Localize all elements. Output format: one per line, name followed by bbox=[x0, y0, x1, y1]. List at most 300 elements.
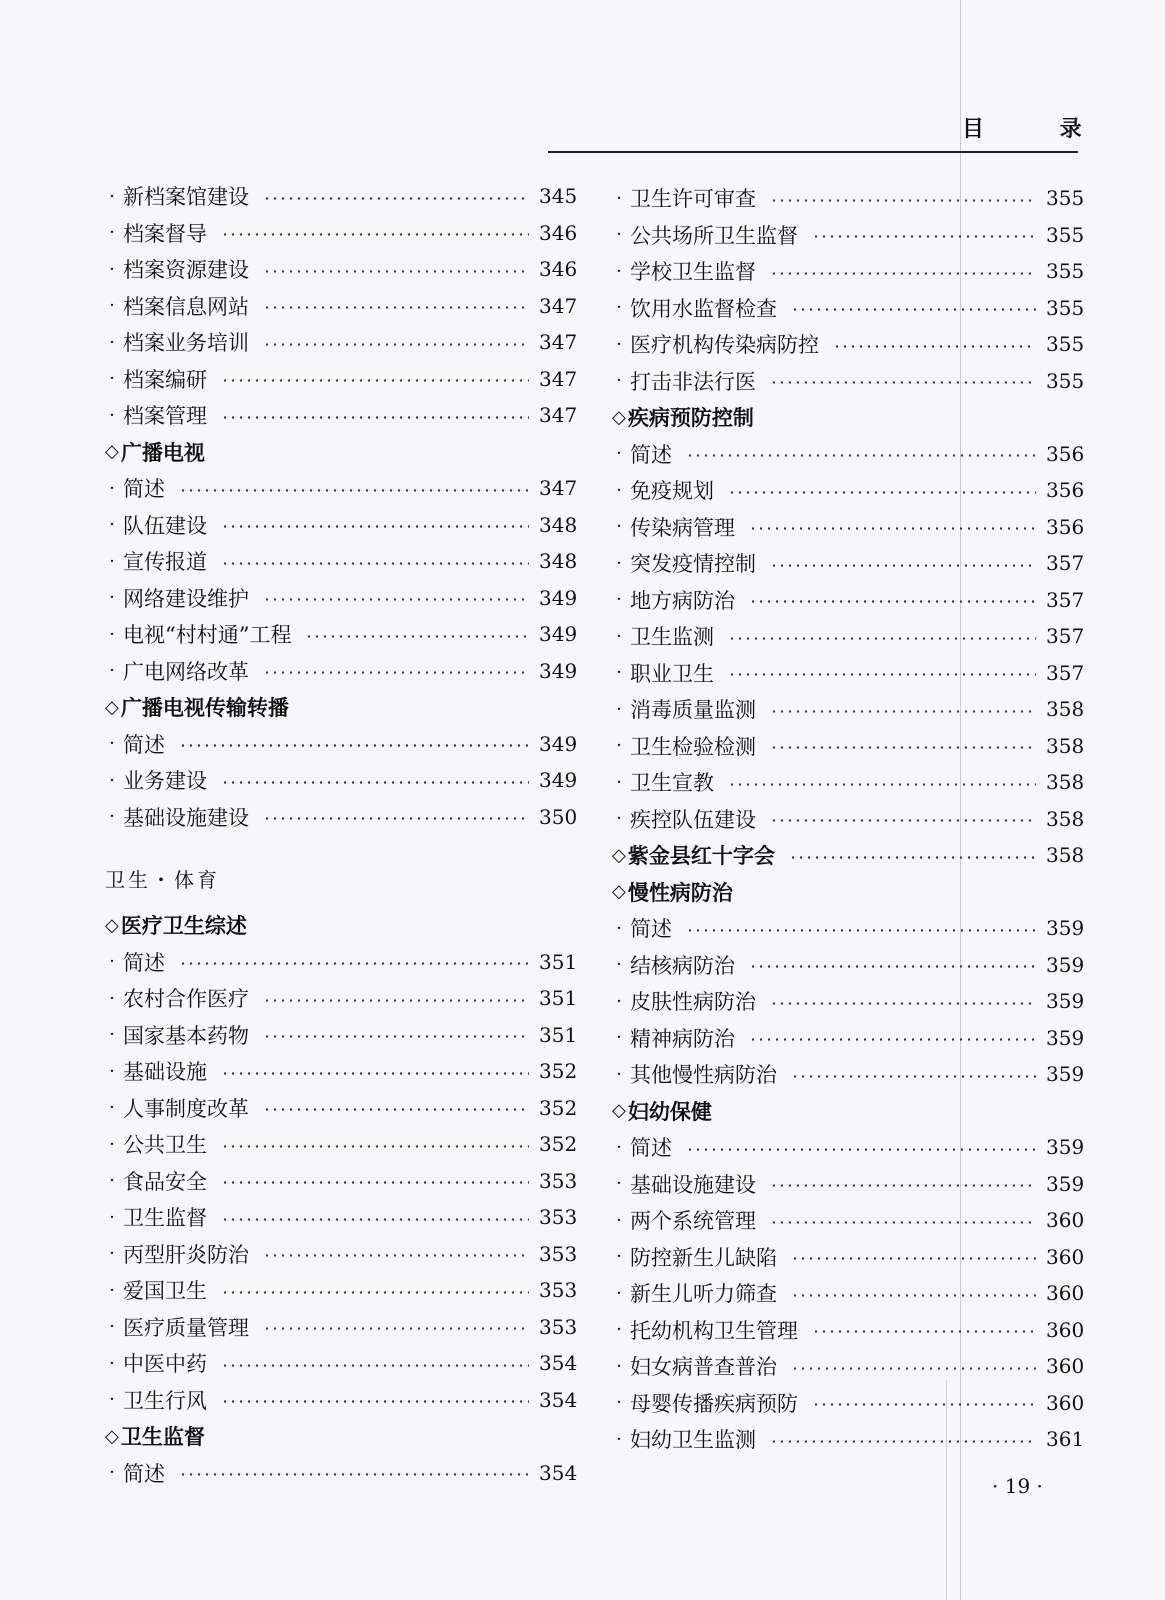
page-header-title: 目 录 bbox=[962, 117, 1116, 142]
toc-page-number: 346 bbox=[539, 220, 578, 245]
toc-entry-title: 基础设施建设 bbox=[123, 805, 249, 830]
toc-entry-title: 两个系统管理 bbox=[630, 1209, 756, 1234]
dot-leader bbox=[728, 637, 1036, 640]
dot-leader bbox=[263, 817, 529, 820]
dot-leader bbox=[221, 1072, 529, 1075]
toc-entry[interactable] bbox=[105, 944, 578, 981]
toc-section-title: 广播电视 bbox=[120, 440, 205, 465]
toc-entry-title: 人事制度改革 bbox=[123, 1096, 249, 1121]
toc-entry-title: 饮用水监督检查 bbox=[630, 296, 777, 321]
toc-section[interactable] bbox=[105, 907, 575, 944]
dot-leader bbox=[221, 1400, 529, 1403]
dot-leader bbox=[770, 746, 1036, 749]
toc-page-number: 354 bbox=[539, 1351, 578, 1376]
toc-page-number: 357 bbox=[1046, 551, 1085, 576]
dot-leader bbox=[179, 489, 529, 492]
toc-page-number: 349 bbox=[539, 622, 578, 647]
toc-entry[interactable] bbox=[105, 762, 578, 799]
toc-entry[interactable] bbox=[612, 1020, 1085, 1057]
bullet-dot-icon: · bbox=[616, 1428, 622, 1450]
bullet-dot-icon: · bbox=[616, 990, 622, 1012]
bullet-dot-icon: · bbox=[109, 623, 115, 645]
toc-page-number: 359 bbox=[1046, 1135, 1085, 1160]
toc-page-number: 349 bbox=[539, 658, 578, 683]
diamond-marker-icon: ◇ bbox=[105, 696, 119, 718]
toc-entry[interactable] bbox=[612, 509, 1085, 546]
toc-entry-title: 简述 bbox=[123, 950, 165, 975]
toc-page-number: 353 bbox=[539, 1278, 578, 1303]
toc-entry-title: 其他慢性病防治 bbox=[630, 1063, 777, 1088]
dot-leader bbox=[770, 1221, 1036, 1224]
toc-page-number: 357 bbox=[1046, 587, 1085, 612]
toc-entry[interactable] bbox=[612, 983, 1085, 1020]
dot-leader bbox=[812, 235, 1036, 238]
toc-page-number: 357 bbox=[1046, 624, 1085, 649]
toc-page-number: 359 bbox=[1046, 916, 1085, 941]
bullet-dot-icon: · bbox=[616, 771, 622, 793]
toc-entry-title: 妇女病普查普治 bbox=[630, 1355, 777, 1380]
toc-entry-title: 托幼机构卫生管理 bbox=[630, 1318, 798, 1343]
toc-page-number: 360 bbox=[1046, 1208, 1085, 1233]
bullet-dot-icon: · bbox=[109, 1462, 115, 1484]
dot-leader bbox=[263, 1327, 529, 1330]
toc-entry-title: 新档案馆建设 bbox=[123, 185, 249, 210]
toc-page-number: 360 bbox=[1046, 1244, 1085, 1269]
bullet-dot-icon: · bbox=[616, 370, 622, 392]
toc-entry-title: 档案编研 bbox=[123, 367, 207, 392]
toc-entry[interactable] bbox=[105, 397, 578, 434]
dot-leader bbox=[770, 1184, 1036, 1187]
toc-section[interactable] bbox=[105, 434, 575, 471]
bullet-dot-icon: · bbox=[616, 1319, 622, 1341]
toc-entry-title: 广电网络改革 bbox=[123, 659, 249, 684]
toc-entry-title: 传染病管理 bbox=[630, 515, 735, 540]
toc-entry[interactable] bbox=[612, 436, 1085, 473]
bullet-dot-icon: · bbox=[616, 1063, 622, 1085]
dot-leader bbox=[179, 1473, 529, 1476]
toc-entry[interactable] bbox=[105, 1236, 578, 1273]
bullet-dot-icon: · bbox=[109, 1170, 115, 1192]
toc-page-number: 351 bbox=[539, 986, 578, 1011]
toc-page-number: 349 bbox=[539, 585, 578, 610]
toc-entry-title: 结核病防治 bbox=[630, 953, 735, 978]
dot-leader bbox=[791, 308, 1036, 311]
toc-entry[interactable] bbox=[612, 1202, 1085, 1239]
dot-leader bbox=[770, 564, 1036, 567]
dot-leader bbox=[263, 999, 529, 1002]
toc-entry-title: 消毒质量监测 bbox=[630, 698, 756, 723]
dot-leader bbox=[749, 600, 1036, 603]
toc-section[interactable] bbox=[612, 837, 1085, 874]
toc-page-number: 360 bbox=[1046, 1390, 1085, 1415]
dot-leader bbox=[770, 1440, 1036, 1443]
toc-entry-title: 国家基本药物 bbox=[123, 1023, 249, 1048]
toc-section-title: 医疗卫生综述 bbox=[120, 914, 247, 939]
toc-page-number: 361 bbox=[1046, 1427, 1085, 1452]
toc-entry-title: 医疗质量管理 bbox=[123, 1315, 249, 1340]
dot-leader bbox=[221, 1291, 529, 1294]
toc-entry[interactable] bbox=[612, 180, 1085, 217]
toc-page-number: 349 bbox=[539, 768, 578, 793]
dot-leader bbox=[770, 819, 1036, 822]
toc-entry[interactable] bbox=[105, 251, 578, 288]
toc-entry[interactable] bbox=[105, 507, 578, 544]
bullet-dot-icon: · bbox=[616, 443, 622, 465]
toc-page-number: 355 bbox=[1046, 295, 1085, 320]
toc-entry[interactable] bbox=[105, 215, 578, 252]
bullet-dot-icon: · bbox=[109, 550, 115, 572]
toc-entry[interactable] bbox=[105, 1126, 578, 1163]
bullet-dot-icon: · bbox=[109, 951, 115, 973]
dot-leader bbox=[221, 781, 529, 784]
toc-entry[interactable] bbox=[105, 980, 578, 1017]
bullet-dot-icon: · bbox=[616, 333, 622, 355]
toc-page-number: 352 bbox=[539, 1132, 578, 1157]
dot-leader bbox=[749, 527, 1036, 530]
bullet-dot-icon: · bbox=[616, 662, 622, 684]
bullet-dot-icon: · bbox=[616, 187, 622, 209]
bullet-dot-icon: · bbox=[109, 1060, 115, 1082]
toc-page-number: 353 bbox=[539, 1314, 578, 1339]
dot-leader bbox=[263, 306, 529, 309]
toc-entry[interactable] bbox=[105, 1017, 578, 1054]
toc-entry[interactable] bbox=[612, 217, 1085, 254]
toc-page-number: 359 bbox=[1046, 1062, 1085, 1087]
toc-entry[interactable] bbox=[612, 582, 1085, 619]
dot-leader bbox=[791, 1294, 1036, 1297]
toc-page-number: 347 bbox=[539, 330, 578, 355]
dot-leader bbox=[749, 965, 1036, 968]
toc-entry[interactable] bbox=[105, 1053, 578, 1090]
toc-entry[interactable] bbox=[612, 618, 1085, 655]
bullet-dot-icon: · bbox=[109, 1133, 115, 1155]
toc-page-number: 352 bbox=[539, 1095, 578, 1120]
toc-entry-title: 卫生行风 bbox=[123, 1388, 207, 1413]
toc-page-number: 359 bbox=[1046, 1171, 1085, 1196]
toc-entry[interactable] bbox=[612, 764, 1085, 801]
toc-page-number: 355 bbox=[1046, 368, 1085, 393]
bullet-dot-icon: · bbox=[616, 698, 622, 720]
toc-page-number: 358 bbox=[1046, 733, 1085, 758]
dot-leader bbox=[221, 562, 529, 565]
toc-entry-title: 食品安全 bbox=[123, 1169, 207, 1194]
toc-page-number: 360 bbox=[1046, 1317, 1085, 1342]
toc-page-number: 347 bbox=[539, 293, 578, 318]
dot-leader bbox=[749, 1038, 1036, 1041]
dot-leader bbox=[221, 525, 529, 528]
toc-entry[interactable] bbox=[612, 363, 1085, 400]
bullet-dot-icon: · bbox=[616, 1246, 622, 1268]
bullet-dot-icon: · bbox=[109, 1024, 115, 1046]
toc-section[interactable] bbox=[105, 689, 575, 726]
bullet-dot-icon: · bbox=[616, 1173, 622, 1195]
toc-entry-title: 职业卫生 bbox=[630, 661, 714, 686]
toc-page-number: 352 bbox=[539, 1059, 578, 1084]
bullet-dot-icon: · bbox=[616, 625, 622, 647]
dot-leader bbox=[791, 1257, 1036, 1260]
dot-leader bbox=[263, 671, 529, 674]
bullet-dot-icon: · bbox=[109, 660, 115, 682]
diamond-marker-icon: ◇ bbox=[105, 1425, 119, 1447]
header-rule bbox=[548, 151, 1078, 153]
toc-entry-title: 业务建设 bbox=[123, 769, 207, 794]
toc-entry-title: 农村合作医疗 bbox=[123, 987, 249, 1012]
toc-entry[interactable] bbox=[105, 543, 578, 580]
bullet-dot-icon: · bbox=[616, 224, 622, 246]
dot-leader bbox=[812, 1403, 1036, 1406]
dot-leader bbox=[812, 1330, 1036, 1333]
page-number: · 19 · bbox=[992, 1474, 1043, 1498]
bullet-dot-icon: · bbox=[109, 222, 115, 244]
bullet-dot-icon: · bbox=[616, 917, 622, 939]
toc-entry-title: 基础设施建设 bbox=[630, 1172, 756, 1197]
toc-page-number: 355 bbox=[1046, 186, 1085, 211]
toc-entry-title: 突发疫情控制 bbox=[630, 552, 756, 577]
toc-entry[interactable] bbox=[612, 655, 1085, 692]
toc-entry-title: 档案管理 bbox=[123, 404, 207, 429]
toc-entry[interactable] bbox=[105, 1090, 578, 1127]
toc-entry-title: 中医中药 bbox=[123, 1352, 207, 1377]
dot-leader bbox=[263, 1108, 529, 1111]
toc-page-number: 347 bbox=[539, 403, 578, 428]
toc-entry-title: 精神病防治 bbox=[630, 1026, 735, 1051]
toc-entry[interactable] bbox=[612, 728, 1085, 765]
toc-entry-title: 新生儿听力筛查 bbox=[630, 1282, 777, 1307]
bullet-dot-icon: · bbox=[109, 404, 115, 426]
toc-entry[interactable] bbox=[612, 545, 1085, 582]
toc-entry[interactable] bbox=[105, 1309, 578, 1346]
toc-entry[interactable] bbox=[105, 324, 578, 361]
toc-entry[interactable] bbox=[612, 1421, 1085, 1458]
toc-page-number: 345 bbox=[539, 184, 578, 209]
bullet-dot-icon: · bbox=[616, 1355, 622, 1377]
toc-entry[interactable] bbox=[612, 253, 1085, 290]
toc-page-number: 347 bbox=[539, 476, 578, 501]
dot-leader bbox=[770, 199, 1036, 202]
dot-leader bbox=[179, 744, 529, 747]
toc-entry[interactable] bbox=[612, 691, 1085, 728]
toc-entry-title: 公共场所卫生监督 bbox=[630, 223, 798, 248]
toc-page-number: 350 bbox=[539, 804, 578, 829]
toc-entry-title: 档案资源建设 bbox=[123, 258, 249, 283]
toc-page-number: 358 bbox=[1046, 843, 1085, 868]
toc-section[interactable] bbox=[105, 1418, 575, 1455]
dot-leader bbox=[263, 270, 529, 273]
toc-entry[interactable] bbox=[612, 1056, 1085, 1093]
bullet-dot-icon: · bbox=[616, 479, 622, 501]
toc-section-title: 妇幼保健 bbox=[627, 1099, 712, 1124]
toc-entry[interactable] bbox=[105, 726, 578, 763]
toc-entry[interactable] bbox=[612, 1166, 1085, 1203]
dot-leader bbox=[728, 783, 1036, 786]
dot-leader bbox=[770, 272, 1036, 275]
dot-leader bbox=[263, 343, 529, 346]
toc-section-title: 慢性病防治 bbox=[627, 880, 733, 905]
bullet-dot-icon: · bbox=[616, 1392, 622, 1414]
toc-entry[interactable] bbox=[612, 1385, 1085, 1422]
toc-section[interactable] bbox=[612, 874, 1082, 911]
bullet-dot-icon: · bbox=[616, 954, 622, 976]
toc-page-number: 353 bbox=[539, 1205, 578, 1230]
dot-leader bbox=[221, 379, 529, 382]
dot-leader bbox=[221, 416, 529, 419]
toc-page-number: 358 bbox=[1046, 770, 1085, 795]
bullet-dot-icon: · bbox=[616, 1282, 622, 1304]
toc-entry-title: 队伍建设 bbox=[123, 513, 207, 538]
dot-leader bbox=[263, 1035, 529, 1038]
toc-page-number: 359 bbox=[1046, 989, 1085, 1014]
bullet-dot-icon: · bbox=[616, 552, 622, 574]
toc-section-title: 疾病预防控制 bbox=[627, 406, 754, 431]
diamond-marker-icon: ◇ bbox=[105, 441, 119, 463]
dot-leader bbox=[770, 381, 1036, 384]
dot-leader bbox=[305, 635, 529, 638]
bullet-dot-icon: · bbox=[616, 589, 622, 611]
toc-page-number: 351 bbox=[539, 1022, 578, 1047]
toc-entry[interactable] bbox=[105, 1272, 578, 1309]
toc-section-title: 紫金县红十字会 bbox=[627, 844, 775, 869]
bullet-dot-icon: · bbox=[109, 769, 115, 791]
bullet-dot-icon: · bbox=[109, 587, 115, 609]
dot-leader bbox=[770, 1002, 1036, 1005]
toc-entry[interactable] bbox=[105, 616, 578, 653]
bullet-dot-icon: · bbox=[109, 1389, 115, 1411]
toc-entry-title: 简述 bbox=[123, 1461, 165, 1486]
bullet-dot-icon: · bbox=[616, 1209, 622, 1231]
diamond-marker-icon: ◇ bbox=[105, 914, 119, 936]
toc-section-title: 广播电视传输转播 bbox=[120, 696, 289, 721]
toc-entry[interactable] bbox=[105, 1382, 578, 1419]
toc-entry-title: 简述 bbox=[630, 917, 672, 942]
bullet-dot-icon: · bbox=[109, 806, 115, 828]
toc-entry[interactable] bbox=[612, 1239, 1085, 1276]
toc-entry-title: 电视“村村通”工程 bbox=[123, 623, 292, 648]
bullet-dot-icon: · bbox=[109, 1243, 115, 1265]
bullet-dot-icon: · bbox=[616, 735, 622, 757]
toc-entry[interactable] bbox=[105, 1345, 578, 1382]
toc-entry-title: 宣传报道 bbox=[123, 550, 207, 575]
toc-page-number: 354 bbox=[539, 1460, 578, 1485]
toc-page-number: 354 bbox=[539, 1387, 578, 1412]
dot-leader bbox=[770, 710, 1036, 713]
dot-leader bbox=[728, 491, 1036, 494]
dot-leader bbox=[833, 345, 1036, 348]
toc-entry[interactable] bbox=[105, 361, 578, 398]
toc-part-heading: 卫生・体育 bbox=[105, 867, 220, 892]
toc-entry[interactable] bbox=[612, 801, 1085, 838]
toc-entry-title: 卫生许可审查 bbox=[630, 187, 756, 212]
toc-page-number: 357 bbox=[1046, 660, 1085, 685]
toc-section[interactable] bbox=[612, 1093, 1082, 1130]
bullet-dot-icon: · bbox=[109, 1206, 115, 1228]
bullet-dot-icon: · bbox=[109, 987, 115, 1009]
bullet-dot-icon: · bbox=[616, 808, 622, 830]
dot-leader bbox=[686, 454, 1036, 457]
toc-entry-title: 疾控队伍建设 bbox=[630, 807, 756, 832]
toc-entry[interactable] bbox=[105, 1163, 578, 1200]
toc-entry[interactable] bbox=[105, 1199, 578, 1236]
toc-page-number: 358 bbox=[1046, 806, 1085, 831]
toc-page-number: 360 bbox=[1046, 1354, 1085, 1379]
bullet-dot-icon: · bbox=[109, 733, 115, 755]
toc-entry-title: 丙型肝炎防治 bbox=[123, 1242, 249, 1267]
dot-leader bbox=[789, 856, 1036, 859]
toc-entry-title: 地方病防治 bbox=[630, 588, 735, 613]
toc-entry-title: 简述 bbox=[630, 1136, 672, 1161]
toc-page-number: 348 bbox=[539, 549, 578, 574]
toc-page-number: 355 bbox=[1046, 259, 1085, 284]
toc-entry[interactable] bbox=[612, 326, 1085, 363]
toc-section[interactable] bbox=[612, 399, 1082, 436]
toc-entry-title: 网络建设维护 bbox=[123, 586, 249, 611]
toc-entry[interactable] bbox=[105, 653, 578, 690]
bullet-dot-icon: · bbox=[616, 260, 622, 282]
toc-page-number: 353 bbox=[539, 1168, 578, 1193]
toc-entry-title: 医疗机构传染病防控 bbox=[630, 333, 819, 358]
dot-leader bbox=[686, 929, 1036, 932]
dot-leader bbox=[791, 1367, 1036, 1370]
diamond-marker-icon: ◇ bbox=[612, 1100, 626, 1122]
toc-entry[interactable] bbox=[612, 1312, 1085, 1349]
toc-entry[interactable] bbox=[105, 470, 578, 507]
toc-page-number: 348 bbox=[539, 512, 578, 537]
toc-entry-title: 档案督导 bbox=[123, 221, 207, 246]
diamond-marker-icon: ◇ bbox=[612, 406, 626, 428]
toc-entry-title: 卫生宣教 bbox=[630, 771, 714, 796]
toc-page-number: 360 bbox=[1046, 1281, 1085, 1306]
toc-entry-title: 爱国卫生 bbox=[123, 1279, 207, 1304]
toc-page-number: 353 bbox=[539, 1241, 578, 1266]
toc-page-number: 349 bbox=[539, 731, 578, 756]
toc-entry[interactable] bbox=[612, 910, 1085, 947]
dot-leader bbox=[221, 1181, 529, 1184]
toc-page-number: 359 bbox=[1046, 952, 1085, 977]
toc-entry[interactable] bbox=[612, 1275, 1085, 1312]
toc-entry-title: 档案业务培训 bbox=[123, 331, 249, 356]
toc-entry[interactable] bbox=[612, 472, 1085, 509]
toc-entry-title: 基础设施 bbox=[123, 1060, 207, 1085]
toc-entry[interactable] bbox=[105, 288, 578, 325]
dot-leader bbox=[221, 1218, 529, 1221]
bullet-dot-icon: · bbox=[109, 477, 115, 499]
bullet-dot-icon: · bbox=[109, 331, 115, 353]
toc-left-column bbox=[105, 178, 578, 1491]
toc-entry[interactable] bbox=[612, 290, 1085, 327]
toc-entry[interactable] bbox=[612, 947, 1085, 984]
toc-entry-title: 档案信息网站 bbox=[123, 294, 249, 319]
toc-entry[interactable] bbox=[105, 799, 578, 836]
toc-entry-title: 公共卫生 bbox=[123, 1133, 207, 1158]
toc-entry[interactable] bbox=[612, 1129, 1085, 1166]
bullet-dot-icon: · bbox=[109, 1316, 115, 1338]
dot-leader bbox=[179, 962, 529, 965]
toc-page-number: 358 bbox=[1046, 697, 1085, 722]
bullet-dot-icon: · bbox=[109, 368, 115, 390]
toc-entry[interactable] bbox=[612, 1348, 1085, 1385]
toc-entry[interactable] bbox=[105, 580, 578, 617]
diamond-marker-icon: ◇ bbox=[612, 844, 626, 866]
bullet-dot-icon: · bbox=[616, 1027, 622, 1049]
dot-leader bbox=[263, 197, 529, 200]
toc-entry-title: 免疫规划 bbox=[630, 479, 714, 504]
toc-entry-title: 妇幼卫生监测 bbox=[630, 1428, 756, 1453]
toc-page-number: 355 bbox=[1046, 332, 1085, 357]
toc-entry[interactable] bbox=[105, 1455, 578, 1492]
dot-leader bbox=[728, 673, 1036, 676]
toc-entry[interactable] bbox=[105, 178, 578, 215]
toc-entry-title: 卫生监督 bbox=[123, 1206, 207, 1231]
dot-leader bbox=[221, 233, 529, 236]
